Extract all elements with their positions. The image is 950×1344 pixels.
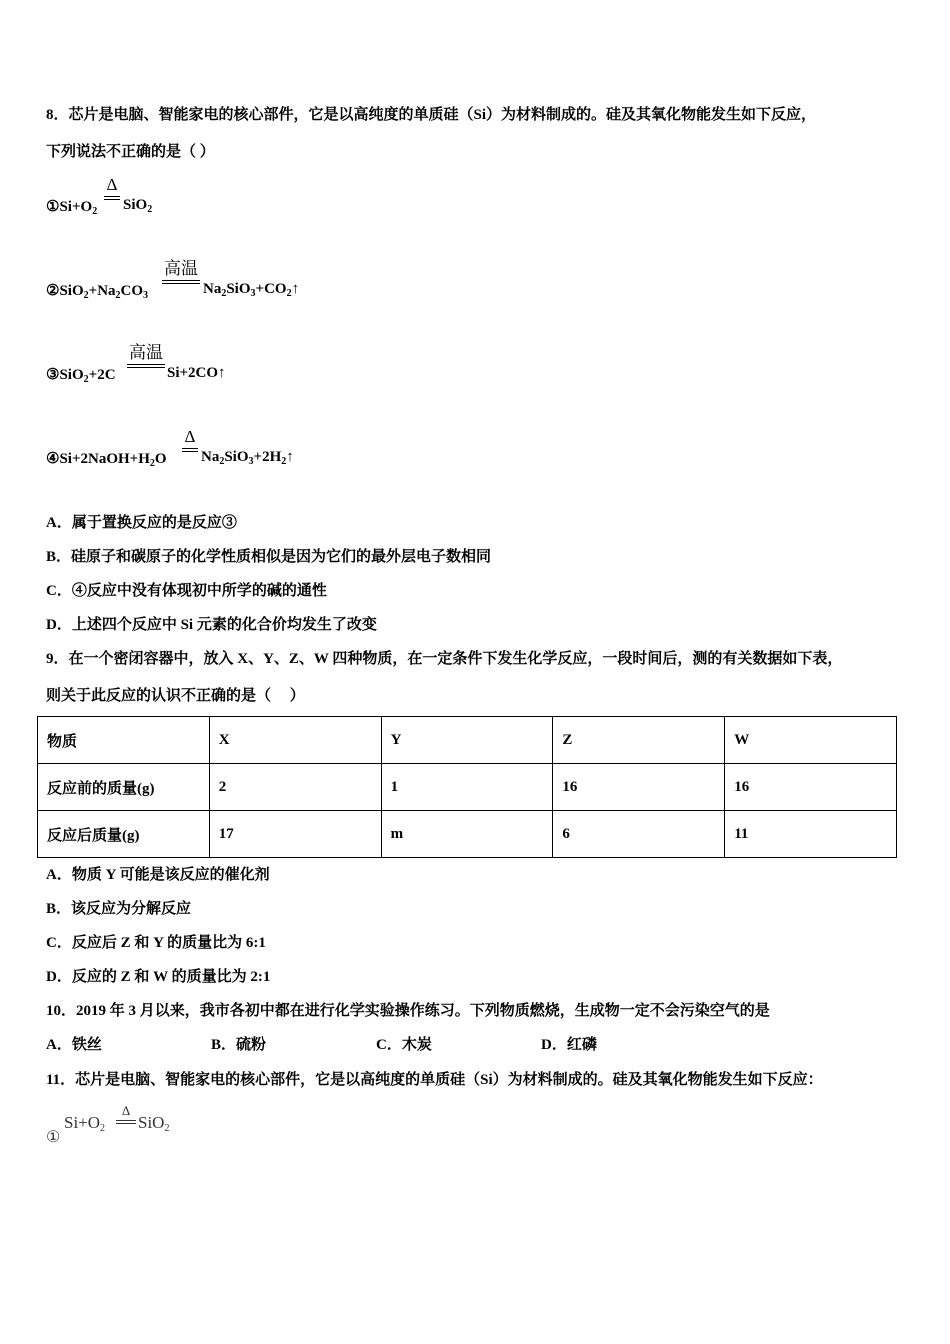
q10-option-a[interactable]: A．铁丝 [46, 1037, 102, 1053]
reaction-num: ② [46, 283, 60, 299]
q8-stem-line1: 8．芯片是电脑、智能家电的核心部件，它是以高纯度的单质硅（Si）为材料制成的。硅及其氧化物能发生如下反应， [46, 107, 817, 123]
reaction-num: ① [46, 1129, 61, 1146]
reaction-lhs: Si+O [59, 199, 93, 215]
table-cell: Z [553, 717, 725, 764]
table-cell: 反应前的质量(g) [38, 764, 210, 811]
q8-stem-line2: 下列说法不正确的是（ ） [46, 144, 215, 160]
double-line-icon [127, 364, 165, 368]
table-cell: 11 [725, 811, 897, 858]
double-line-icon [162, 280, 200, 284]
q10-stem: 10．2019 年 3 月以来，我市各初中都在进行化学实验操作练习。下列物质燃烧，生成物一定不会污染空气的是 [46, 1003, 770, 1019]
reaction-num: ① [46, 199, 60, 215]
reaction-condition: Δ [116, 1103, 136, 1124]
q8-reaction-3: ③SiO$_2$+2C 高温 Si+2CO↑ [46, 343, 226, 385]
q9-data-table [37, 716, 897, 858]
table-row [38, 717, 897, 764]
q9-option-c[interactable]: C．反应后 Z 和 Y 的质量比为 6:1 [46, 935, 266, 951]
reaction-condition: 高温 [127, 343, 165, 368]
q8-option-d[interactable]: D．上述四个反应中 Si 元素的化合价均发生了改变 [46, 617, 377, 633]
reaction-num: ④ [46, 451, 60, 467]
reaction-condition: 高温 [162, 259, 200, 284]
double-line-icon [182, 448, 198, 452]
reaction-lhs: Si+O [64, 1113, 101, 1132]
table-cell: W [725, 717, 897, 764]
table-cell: Y [381, 717, 553, 764]
reaction-rhs-sub: 2 [147, 204, 153, 215]
reaction-rhs: SiO [123, 197, 148, 213]
table-cell: 16 [553, 764, 725, 811]
q10-option-c[interactable]: C．木炭 [376, 1037, 432, 1053]
q8-reaction-4: $④Si+2NaOH+H_2O$ Δ $Na_2SiO_3+2H_2↑$ [46, 427, 294, 469]
table-cell: 1 [381, 764, 553, 811]
q10-option-b[interactable]: B．硫粉 [211, 1037, 267, 1053]
q11-reaction-1 [46, 1103, 246, 1148]
table-cell: 17 [209, 811, 381, 858]
q9-stem-line2: 则关于此反应的认识不正确的是（ ） [46, 688, 305, 704]
reaction-lhs-sub: 2 [92, 206, 98, 217]
q9-option-b[interactable]: B．该反应为分解反应 [46, 901, 192, 917]
table-cell: 2 [209, 764, 381, 811]
reaction-rhs: SiO [138, 1113, 165, 1132]
reaction-rhs-sub: 2 [164, 1123, 170, 1134]
reaction-lhs-sub: 2 [100, 1123, 106, 1134]
table-cell: X [209, 717, 381, 764]
table-cell: 反应后质量(g) [38, 811, 210, 858]
table-cell: 6 [553, 811, 725, 858]
q8-reaction-2: $②SiO_2+Na_2CO_3$ 高温 $Na_2SiO_3+CO_2↑$ [46, 259, 300, 301]
table-cell: 16 [725, 764, 897, 811]
reaction-num: ③ [46, 367, 60, 383]
q8-option-b[interactable]: B．硅原子和碳原子的化学性质相似是因为它们的最外层电子数相同 [46, 549, 492, 565]
q8-reaction-1 [46, 175, 346, 235]
q9-stem-line1: 9．在一个密闭容器中，放入 X、Y、Z、W 四种物质，在一定条件下发生化学反应，一段时间后，测的有关数据如下表， [46, 651, 843, 667]
q8-option-c[interactable]: C．④反应中没有体现初中所学的碱的通性 [46, 583, 327, 599]
q9-option-d[interactable]: D．反应的 Z 和 W 的质量比为 2:1 [46, 969, 271, 985]
double-line-icon [104, 196, 120, 200]
table-cell: m [381, 811, 553, 858]
table-cell: 物质 [38, 717, 210, 764]
q8-option-a[interactable]: A．属于置换反应的是反应③ [46, 515, 237, 531]
reaction-condition: Δ [182, 427, 198, 452]
q9-option-a[interactable]: A．物质 Y 可能是该反应的催化剂 [46, 867, 270, 883]
table-row [38, 764, 897, 811]
q10-option-d[interactable]: D．红磷 [541, 1037, 597, 1053]
table-row [38, 811, 897, 858]
q10-options [46, 1033, 706, 1054]
reaction-condition: Δ [104, 175, 120, 200]
double-line-icon [116, 1120, 136, 1124]
q11-stem: 11．芯片是电脑、智能家电的核心部件，它是以高纯度的单质硅（Si）为材料制成的。硅及其氧化物能发生如下反应： [46, 1072, 823, 1088]
